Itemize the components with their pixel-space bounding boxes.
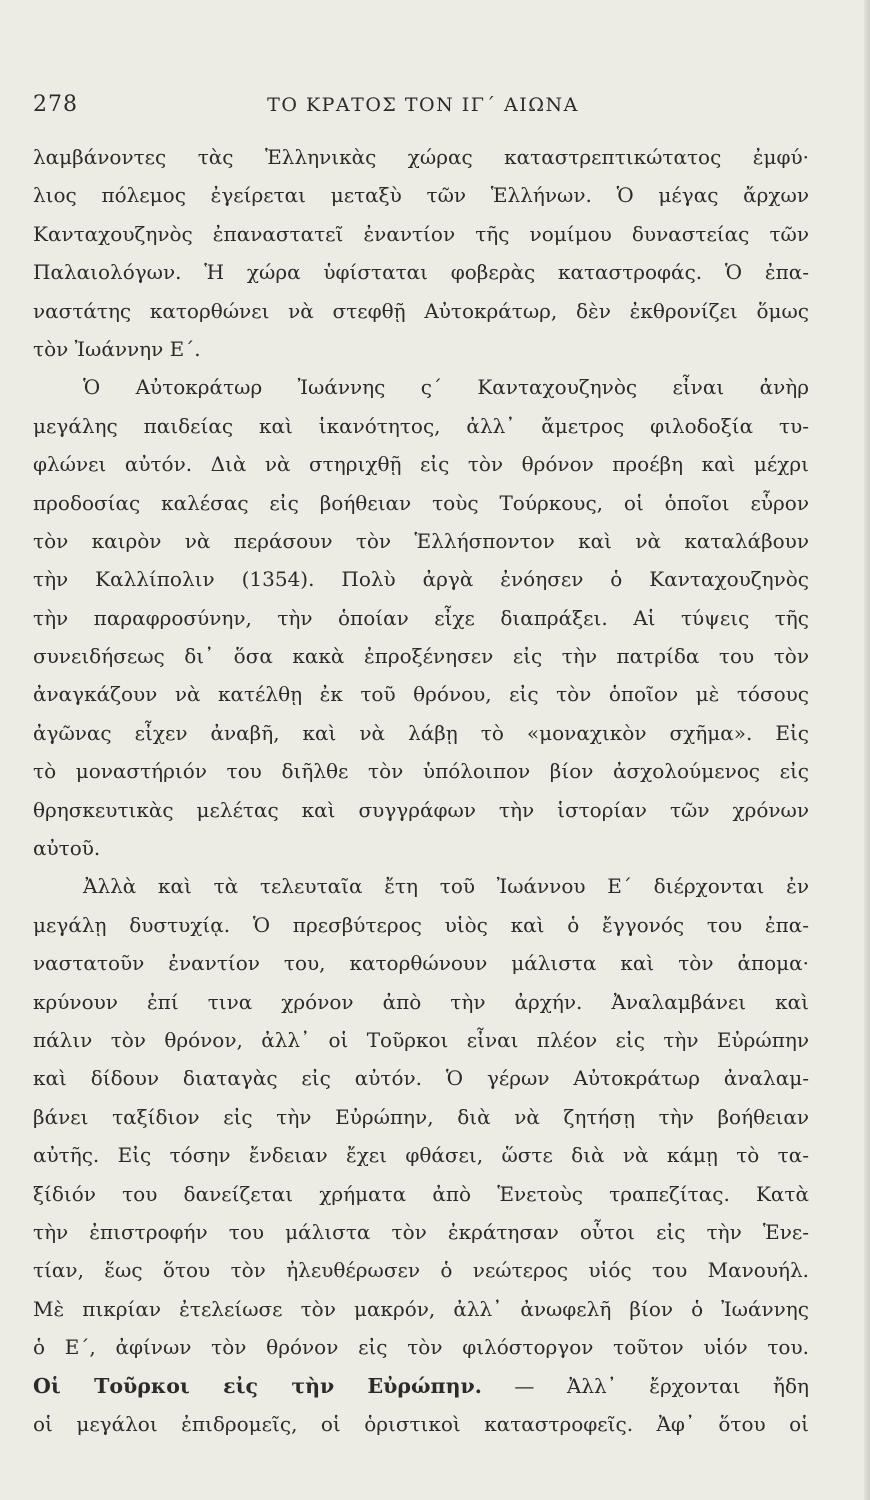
text-line: προδοσίας καλέσας εἰς βοήθειαν τοὺς Τούρκους, οἱ ὁποῖοι εὗρον: [33, 490, 809, 515]
body-text: [33, 138, 809, 1443]
page-header: [33, 92, 813, 124]
text-line: Κανταχουζηνὸς ἐπαναστατεῖ ἐναντίον τῆς νομίμου δυναστείας τῶν: [33, 221, 809, 246]
text-line: βάνει ταξίδιον εἰς τὴν Εὐρώπην, διὰ νὰ ζητήσῃ τὴν βοήθειαν: [33, 1104, 809, 1129]
section-heading-continuation: — Ἀλλ᾽ ἔρχονται ἤδη: [514, 1373, 809, 1398]
text-line: πάλιν τὸν θρόνον, ἀλλ᾽ οἱ Τοῦρκοι εἶναι πλέον εἰς τὴν Εὐρώπην: [33, 1027, 809, 1052]
text-line: τὸ μοναστήριόν του διῆλθε τὸν ὑπόλοιπον βίον ἀσχολούμενος εἰς: [33, 759, 809, 784]
text-line: τίαν, ἕως ὅτου τὸν ἠλευθέρωσεν ὁ νεώτερος υἱός του Μανουήλ.: [33, 1258, 809, 1283]
text-line: Ἀλλὰ καὶ τὰ τελευταῖα ἔτη τοῦ Ἰωάννου Ε΄ διέρχονται ἐν: [83, 874, 809, 899]
text-line: Ὁ Αὐτοκράτωρ Ἰωάννης ς΄ Κανταχουζηνὸς εἶναι ἀνὴρ: [83, 375, 809, 400]
section-heading: Οἱ Τοῦρκοι εἰς τὴν Εὐρώπην.: [33, 1373, 482, 1398]
page-number: 278: [33, 92, 78, 117]
text-line: τὴν ἐπιστροφήν του μάλιστα τὸν ἐκράτησαν οὗτοι εἰς τὴν Ἑνε-: [33, 1219, 809, 1244]
text-line: ὁ Ε΄, ἀφίνων τὸν θρόνον εἰς τὸν φιλόστοργον τοῦτον υἱόν του.: [33, 1335, 809, 1360]
text-line: κρύνουν ἐπί τινα χρόνον ἀπὸ τὴν ἀρχήν. Ἀναλαμβάνει καὶ: [33, 989, 809, 1014]
text-line: ναστατοῦν ἐναντίον του, κατορθώνουν μάλιστα καὶ τὸν ἀπομα·: [33, 951, 809, 976]
text-line: τὸν καιρὸν νὰ περάσουν τὸν Ἑλλήσποντον καὶ νὰ καταλάβουν: [33, 528, 809, 553]
text-line: αὐτοῦ.: [33, 836, 101, 861]
text-line: λαμβάνοντες τὰς Ἑλληνικὰς χώρας καταστρεπτικώτατος ἐμφύ·: [33, 145, 809, 169]
text-line: καὶ δίδουν διαταγὰς εἰς αὐτόν. Ὁ γέρων Αὐτοκράτωρ ἀναλαμ-: [33, 1066, 809, 1091]
section-heading-line: [33, 1367, 809, 1405]
text-line: ἀναγκάζουν νὰ κατέλθῃ ἐκ τοῦ θρόνου, εἰς τὸν ὁποῖον μὲ τόσους: [33, 682, 809, 707]
text-line: Μὲ πικρίαν ἐτελείωσε τὸν μακρόν, ἀλλ᾽ ἀνωφελῆ βίον ὁ Ἰωάννης: [33, 1296, 809, 1321]
text-line: τὸν Ἰωάννην Ε΄.: [33, 336, 201, 361]
text-line: λιος πόλεμος ἐγείρεται μεταξὺ τῶν Ἑλλήνων. Ὁ μέγας ἄρχων: [33, 183, 809, 208]
text-line: Παλαιολόγων. Ἡ χώρα ὑφίσταται φοβερὰς καταστροφάς. Ὁ ἐπα-: [33, 260, 809, 285]
text-line: τὴν παραφροσύνην, τὴν ὁποίαν εἶχε διαπράξει. Αἱ τύψεις τῆς: [33, 605, 809, 630]
text-line: μεγάλης παιδείας καὶ ἱκανότητος, ἀλλ᾽ ἄμετρος φιλοδοξία τυ-: [33, 413, 809, 438]
text-line: τὴν Καλλίπολιν (1354). Πολὺ ἀργὰ ἐνόησεν ὁ Κανταχουζηνὸς: [33, 567, 809, 592]
text-line: οἱ μεγάλοι ἐπιδρομεῖς, οἱ ὁριστικοὶ καταστροφεῖς. Ἀφ᾽ ὅτου οἱ: [33, 1411, 809, 1436]
text-line: φλώνει αὐτόν. Διὰ νὰ στηριχθῇ εἰς τὸν θρόνον προέβη καὶ μέχρι: [33, 452, 809, 477]
page-edge: [864, 0, 870, 1500]
running-title: ΤΟ ΚΡΑΤΟΣ ΤΟΝ ΙΓ΄ ΑΙΩΝΑ: [267, 94, 579, 116]
text-line: θρησκευτικὰς μελέτας καὶ συγγράφων τὴν ἱστορίαν τῶν χρόνων: [33, 797, 809, 822]
text-line: ἀγῶνας εἶχεν ἀναβῆ, καὶ νὰ λάβῃ τὸ «μοναχικὸν σχῆμα». Εἰς: [33, 720, 809, 745]
text-line: συνειδήσεως δι᾽ ὅσα κακὰ ἐπροξένησεν εἰς τὴν πατρίδα του τὸν: [33, 644, 809, 669]
text-line: ξίδιόν του δανείζεται χρήματα ἀπὸ Ἑνετοὺς τραπεζίτας. Κατὰ: [33, 1181, 809, 1206]
text-line: μεγάλῃ δυστυχίᾳ. Ὁ πρεσβύτερος υἱὸς καὶ ὁ ἔγγονός του ἐπα-: [33, 912, 809, 937]
text-line: αὐτῆς. Εἰς τόσην ἔνδειαν ἔχει φθάσει, ὥστε διὰ νὰ κάμῃ τὸ τα-: [33, 1143, 809, 1168]
text-line: ναστάτης κατορθώνει νὰ στεφθῇ Αὐτοκράτωρ, δὲν ἐκθρονίζει ὅμως: [33, 298, 809, 323]
